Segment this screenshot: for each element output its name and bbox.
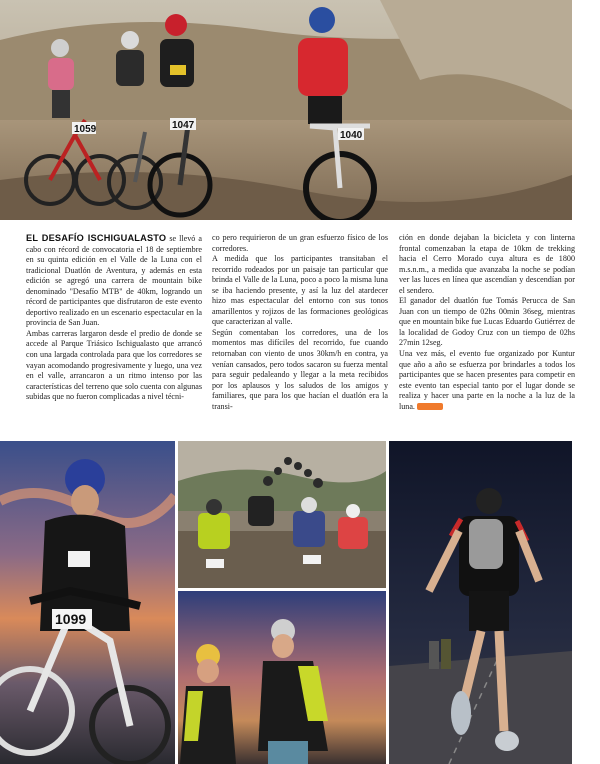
bib-number: 1099 bbox=[55, 611, 87, 627]
paragraph-wind: Según comentaban los corredores, una de los momentos mas difíciles del recorrido, fue cuando retornaban con viento de unos 30km/h en contra, ya venían cansados, pero todos sacaron su fuerza mental para seguir pedaleando y llegar a la meta recibidos por los aplausos y los saludos de los amigos y familiares, que para los que hacían el duatlón era la transi- bbox=[212, 327, 388, 411]
end-mark-icon bbox=[417, 403, 443, 410]
photo-rider-dusk bbox=[0, 441, 175, 764]
hero-bib-1: 1059 bbox=[74, 124, 97, 135]
hero-photo bbox=[0, 0, 572, 220]
hero-bib-3: 1040 bbox=[340, 130, 363, 141]
paragraph-continuation: co pero requirieron de un gran esfuerzo físico de los corredores. bbox=[212, 233, 388, 253]
photo-riders-headlamps bbox=[178, 591, 386, 764]
paragraph-organizer: Una vez más, el evento fue organizado por Kuntur que año a año se esfuerza por brindarles a todos los participantes que se hacen presentes para competir en este evento tan especial tanto por el lugar donde se realiza y hacer una parte en la noche a la luz de la luna. bbox=[399, 349, 575, 411]
article-column-2 bbox=[212, 233, 388, 412]
paragraph-landscape: A medida que los participantes transitaban el recorrido rodeados por un paisaje tan particular que brinda el Valle de la Luna, poco a poco la misma luna se iba haciendo presente, y así la luz del atardecer hizo mas espectacular del entorno con sus tonos amarillentos y rojizos de las formaciones geológicas que caracterizan al valle. bbox=[212, 254, 388, 327]
article-column-1 bbox=[26, 233, 202, 403]
photo-rider-pack bbox=[178, 441, 386, 588]
paragraph-start: Ambas carreras largaron desde el predio de donde se accede al Parque Triásico Ischigualasto que arrancó con una largada controlada para que los corredores se vayan acomodando progresivamente y luego, una vez en el valle, arrancaron a un ritmo intenso por las características del terreno que solo cuenta con algunas subidas que no fueron complicadas a nivel técni- bbox=[26, 328, 202, 402]
hero-bib-2: 1047 bbox=[172, 120, 195, 131]
article-headline: EL DESAFÍO ISCHIGUALASTO bbox=[26, 233, 167, 243]
paragraph-intro: se llevó a cabo con récord de convocatoria el 18 de septiembre en su quinta edición en el Valle de la Luna con el tradicional Duatlón de Aventura, y además en esta edición se agregó una carrera de mountain bike denominado "Desafío MTB" de 40km, logrando un récord de participantes que disfrutaron de este evento deportivo realizado en un escenario espectacular en la provincia de San Juan. bbox=[26, 234, 202, 328]
photo-night-runner bbox=[389, 441, 572, 764]
paragraph-winners: El ganador del duatlón fue Tomás Perucca de San Juan con un tiempo de 02hs 00min 36seg, mientras que en mountain bike fue Lucas Eduardo Gutiérrez de la localidad de Godoy Cruz con un tiempo de 02hs 27min 12seg. bbox=[399, 296, 575, 348]
paragraph-trekking: ción en donde dejaban la bicicleta y con linterna frontal comenzaban la etapa de 10km de trekking hacia el Cerro Morado cuya altura es de 1800 m.s.n.m., a medida que avanzaba la noche se podían ver las luces en línea que ascendían y descendían por el sendero. bbox=[399, 233, 575, 295]
article-column-3 bbox=[399, 233, 575, 412]
